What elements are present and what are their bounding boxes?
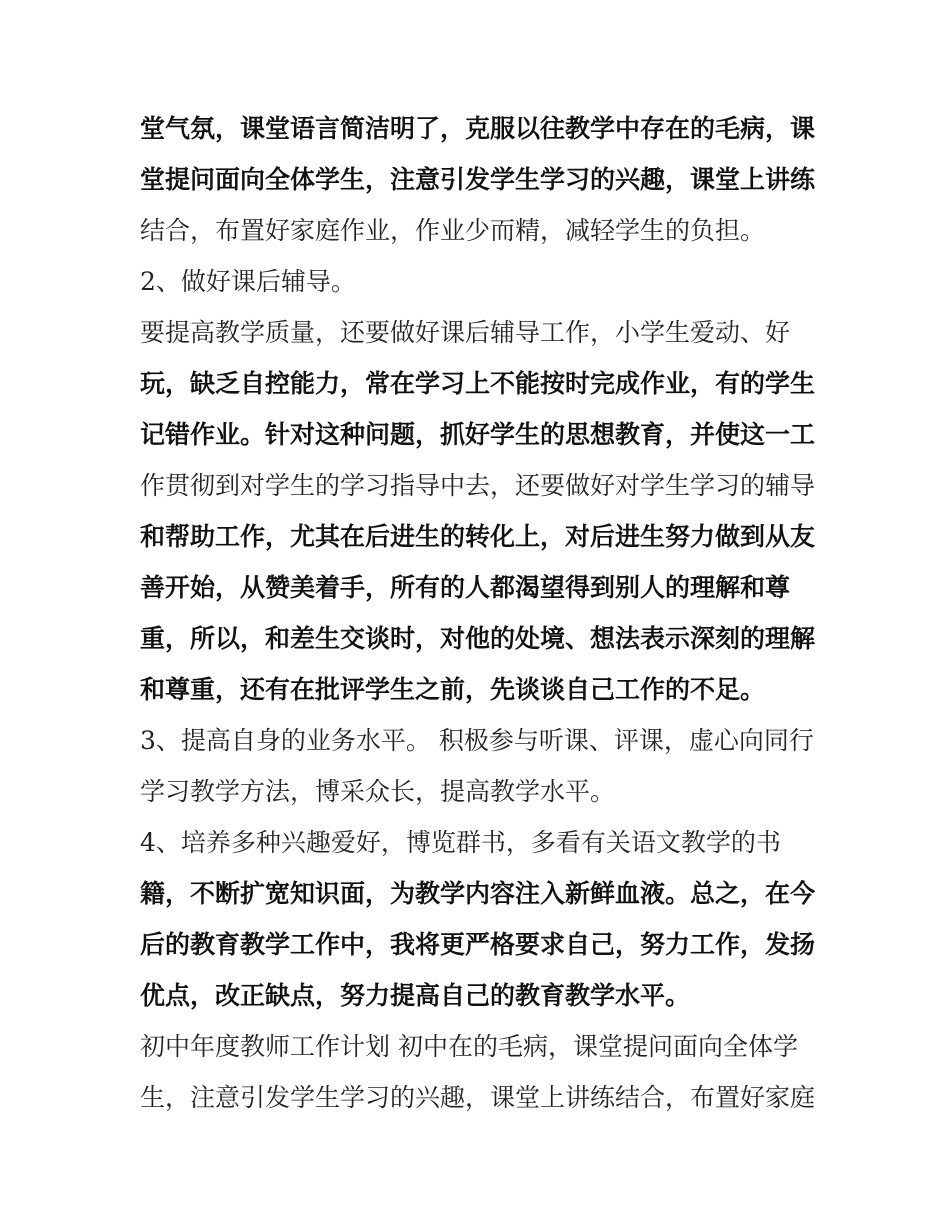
- text-line: 籍，不断扩宽知识面，为教学内容注入新鲜血液。总之，在今: [140, 879, 816, 908]
- text-line: 记错作业。针对这种问题，抓好学生的思想教育，并使这一工: [140, 420, 816, 449]
- text-line: 学习教学方法，博采众长，提高教学水平。: [140, 777, 616, 806]
- text-line: 初中年度教师工作计划 初中在的毛病，课堂提问面向全体学: [140, 1032, 798, 1061]
- text-line: 后的教育教学工作中，我将更严格要求自己，努力工作，发扬: [140, 930, 816, 959]
- text-line: 优点，改正缺点，努力提高自己的教育教学水平。: [140, 981, 691, 1010]
- text-line: 堂提问面向全体学生，注意引发学生学习的兴趣，课堂上讲练: [140, 165, 816, 194]
- text-line: 善开始，从赞美着手，所有的人都渴望得到别人的理解和尊: [140, 573, 791, 602]
- text-line: 玩，缺乏自控能力，常在学习上不能按时完成作业，有的学生: [140, 369, 816, 398]
- text-line: 2、做好课后辅导。: [140, 267, 356, 296]
- text-line: 3、提高自身的业务水平。 积极参与听课、评课，虚心向同行: [140, 726, 814, 755]
- text-line: 作贯彻到对学生的学习指导中去，还要做好对学生学习的辅导: [140, 471, 816, 500]
- text-line: 生，注意引发学生学习的兴趣，课堂上讲练结合，布置好家庭: [140, 1083, 816, 1112]
- text-line: 堂气氛，课堂语言简洁明了，克服以往教学中存在的毛病，课: [140, 114, 816, 143]
- text-line: 要提高教学质量，还要做好课后辅导工作，小学生爱动、好: [140, 318, 791, 347]
- text-line: 4、培养多种兴趣爱好，博览群书，多看有关语文教学的书: [140, 828, 781, 857]
- text-line: 和尊重，还有在批评学生之前，先谈谈自己工作的不足。: [140, 675, 766, 704]
- text-line: 和帮助工作，尤其在后进生的转化上，对后进生努力做到从友: [140, 522, 816, 551]
- text-line: 重，所以，和差生交谈时，对他的处境、想法表示深刻的理解: [140, 624, 816, 653]
- text-line: 结合，布置好家庭作业，作业少而精，减轻学生的负担。: [140, 216, 766, 245]
